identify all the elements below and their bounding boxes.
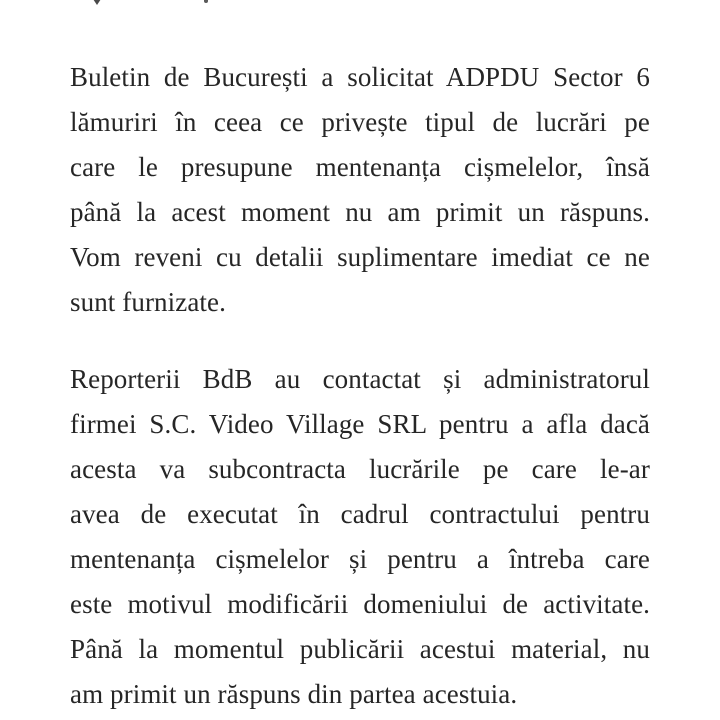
text-line: Până la momentul publicării acestui material, nu xyxy=(70,634,650,664)
text-line: Buletin de București a solicitat ADPDU Sector 6 xyxy=(70,62,650,92)
text-line: Vom reveni cu detalii suplimentare imediat ce ne xyxy=(70,242,650,272)
text-line: am primit un răspuns din partea acestuia. xyxy=(70,679,518,709)
descender-mark xyxy=(93,0,101,5)
descender-mark xyxy=(204,0,208,3)
text-line: avea de executat în cadrul contractului pentru xyxy=(70,499,650,529)
paragraph xyxy=(70,55,650,325)
text-line: este motivul modificării domeniului de activitate. xyxy=(70,589,650,619)
text-line: firmei S.C. Video Village SRL pentru a afla dacă xyxy=(70,409,650,439)
paragraph xyxy=(70,357,650,717)
article-body xyxy=(70,55,650,717)
text-line: mentenanța cișmelelor și pentru a întreba care xyxy=(70,544,650,574)
text-line: lămuriri în ceea ce privește tipul de lucrări pe xyxy=(70,107,650,137)
text-line: acesta va subcontracta lucrările pe care le-ar xyxy=(70,454,650,484)
text-line: Reporterii BdB au contactat și administratorul xyxy=(70,364,650,394)
text-line: până la acest moment nu am primit un răspuns. xyxy=(70,197,650,227)
text-line: sunt furnizate. xyxy=(70,287,226,317)
text-line: care le presupune mentenanța cișmelelor, însă xyxy=(70,152,650,182)
